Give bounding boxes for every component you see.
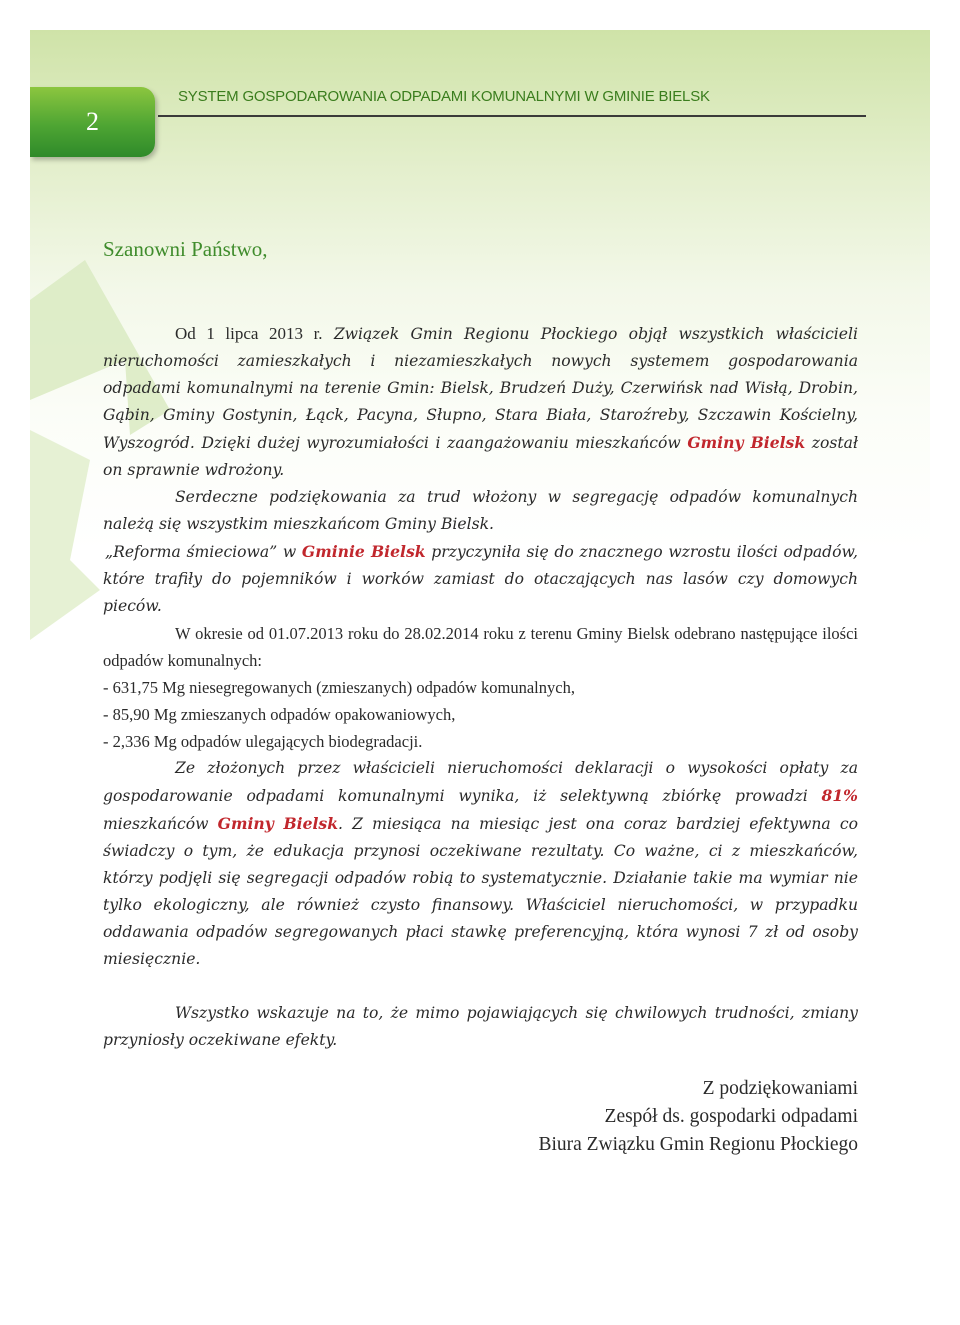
list-item: - 631,75 Mg niesegregowanych (zmieszanych) odpadów komunalnych, [103,678,575,697]
highlight-percent: 81% [821,786,858,805]
intro-text: Związek Gmin Regionu Płockiego objął wszystkich właścicieli nieruchomości zamieszkałych i niezamieszkałych nowych systemem gospodarowania odpadami komunalnymi na terenie Gmin: Bielsk, Brudzeń Duży, Czerwińsk nad Wisłą, Drobin, Gąbin, Gminy Gostynin, Łąck, Pacyna, Słupno, Stara Biała, Staroźreby, Szczawin Kościelny, Wyszogród. Dzięki dużej wyrozumiałości i zaangażowaniu mieszkańców [103,325,858,452]
greeting: Szanowni Państwo, [103,237,268,261]
header-rule [158,115,866,117]
paragraph-intro [103,320,858,484]
signature-line: Z podziękowaniami [702,1078,858,1099]
list-item: - 85,90 Mg zmieszanych odpadów opakowaniowych, [103,705,456,724]
paragraph-reform [103,538,858,620]
page-number: 2 [86,107,99,136]
letter-body [103,320,858,1054]
page-number-badge [30,87,155,157]
paragraph-declarations [103,755,858,973]
signature-block [538,1075,858,1159]
declarations-mid: mieszkańców [103,815,218,833]
paragraph-closing: Wszystko wskazuje na to, że mimo pojawiających się chwilowych trudności, zmiany przyniosły oczekiwane efekty. [103,1004,858,1049]
declarations-start: Ze złożonych przez właścicieli nieruchomości deklaracji o wysokości opłaty za gospodarowanie odpadami komunalnymi wynika, iż selektywną zbiórkę prowadzi [103,759,858,805]
reform-start: „Reforma śmieciowa” w [105,543,302,561]
declarations-end: . Z miesiąca na miesiąc jest ona coraz bardziej efektywna co świadczy o tym, że edukacja przynosi oczekiwane rezultaty. Co ważne, ci z mieszkańców, którzy podjęli się segregacji odpadów robią to systematycznie. Działanie takie ma wymiar nie tylko ekologiczny, ale również czysto finansowy. Właściciel nieruchomości, w przypadku oddawania odpadów segregowanych płaci stawkę preferencyjną, która wynosi 7 zł od osoby miesięcznie. [103,815,858,968]
paragraph-period: W okresie od 01.07.2013 roku do 28.02.2014 roku z terenu Gminy Bielsk odebrano następujące ilości odpadów komunalnych: [103,624,858,670]
paragraph-thanks: Serdeczne podziękowania za trud włożony w segregację odpadów komunalnych należą się wszystkim mieszkańcom Gminy Bielsk. [103,488,858,533]
list-item: - 2,336 Mg odpadów ulegających biodegradacji. [103,732,423,751]
signature-line: Zespół ds. gospodarki odpadami [604,1106,858,1127]
reform-end: przyczyniła się do znacznego wzrostu ilości odpadów, które trafiły do pojemników i worków zamiast do otaczających nas lasów czy domowych pieców. [103,543,858,615]
signature-line: Biura Związku Gmin Regionu Płockiego [538,1134,858,1155]
header-title: SYSTEM GOSPODAROWANIA ODPADAMI KOMUNALNYMI W GMINIE BIELSK [178,88,710,105]
intro-date: Od 1 lipca 2013 r. [175,324,323,343]
highlight-gmina: Gminie Bielsk [301,542,426,561]
intro-end: został on sprawnie wdrożony. [103,434,858,479]
page-background [30,30,930,1325]
highlight-gmina: Gminy Bielsk [687,433,806,452]
highlight-gmina: Gminy Bielsk [217,814,338,833]
